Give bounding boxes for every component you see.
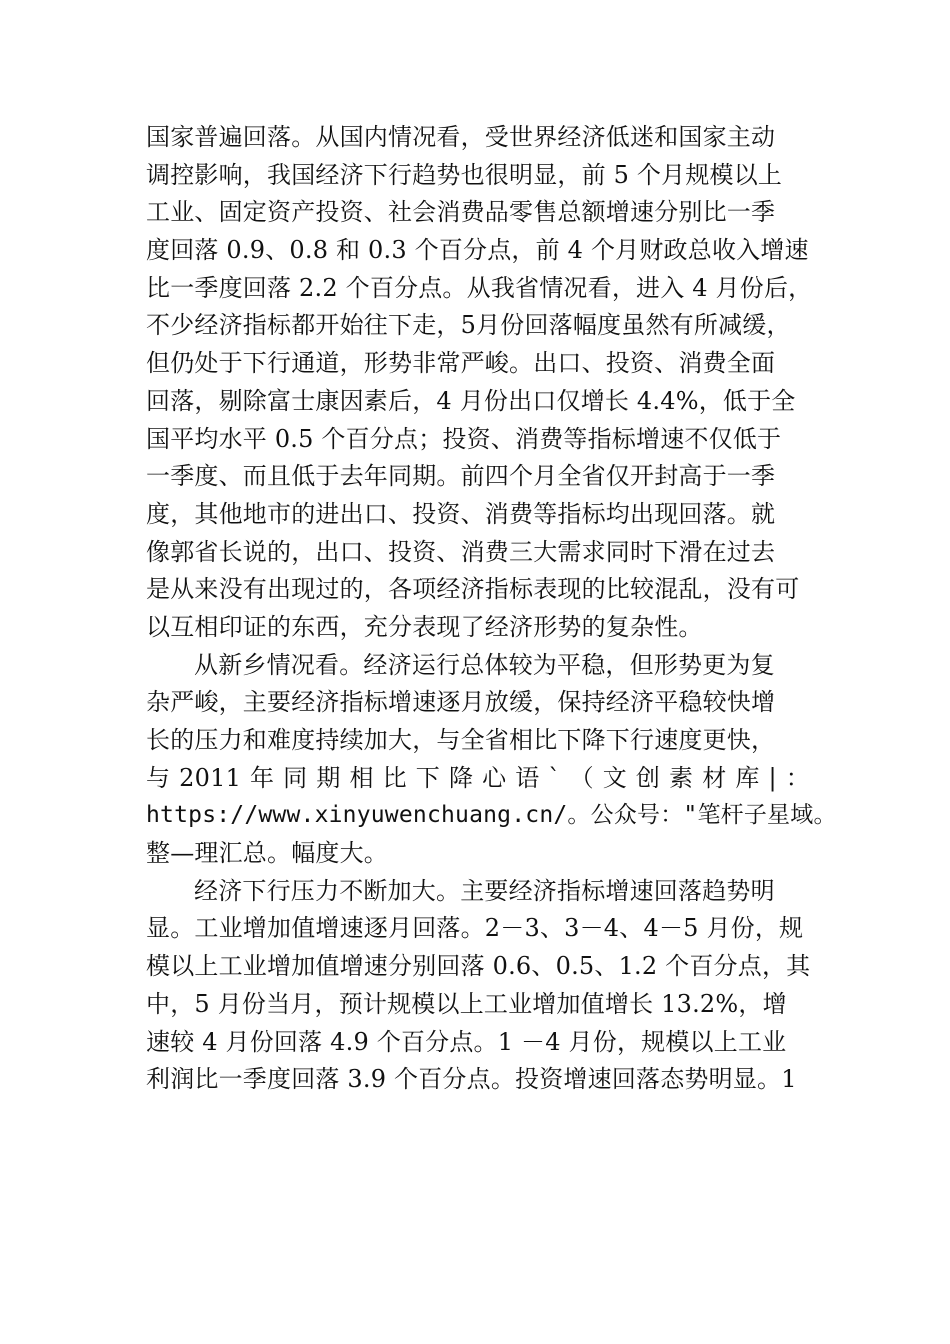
spread-glyph: 2011 (179, 763, 242, 792)
paragraph-2 (146, 647, 837, 873)
text-line: 像郭省长说的，出口、投资、消费三大需求同时下滑在过去 (146, 537, 776, 566)
text-line: 中，5 月份当月，预计规模以上工业增加值增长 13.2%，增 (146, 989, 787, 1018)
text-line: 但仍处于下行通道，形势非常严峻。出口、投资、消费全面 (146, 349, 776, 378)
text-line: 国家普遍回落。从国内情况看，受世界经济低迷和国家主动 (146, 123, 776, 151)
spread-glyph: 降 (448, 763, 474, 792)
spread-glyph: 材 (702, 763, 727, 792)
text-line: 国平均水平 0.5 个百分点；投资、消费等指标增速不仅低于 (146, 424, 782, 453)
paragraph-1 (146, 119, 813, 647)
spread-glyph: 下 (415, 763, 440, 792)
spread-glyph: 比 (382, 763, 407, 792)
spread-text-line (146, 760, 810, 798)
text-line: 杂严峻，主要经济指标增速逐月放缓，保持经济平稳较快增 (146, 688, 776, 717)
spread-glyph: 与 (146, 763, 171, 792)
spread-glyph: | (768, 763, 777, 792)
url-text-line: https://www.xinyuwenchuang.cn/。公众号："笔杆子星域。 (146, 802, 837, 829)
spread-glyph: 文 (602, 763, 627, 792)
spread-glyph: 创 (635, 763, 661, 792)
spread-glyph: ` (548, 763, 561, 792)
spread-glyph: 期 (316, 763, 341, 792)
text-line: 度，其他地市的进出口、投资、消费等指标均出现回落。就 (146, 499, 776, 528)
text-line: 回落，剔除富士康因素后，4 月份出口仅增长 4.4%，低于全 (146, 386, 796, 415)
text-line: 整—理汇总。幅度大。 (146, 839, 388, 868)
spread-glyph: 年 (250, 763, 275, 792)
text-line: 工业、固定资产投资、社会消费品零售总额增速分别比一季 (146, 198, 776, 227)
text-line: 不少经济指标都开始往下走，5月份回落幅度虽然有所减缓， (146, 311, 791, 340)
text-line: 从新乡情况看。经济运行总体较为平稳，但形势更为复 (194, 650, 775, 679)
spread-glyph: 素 (669, 763, 694, 792)
spread-glyph: 相 (349, 763, 374, 792)
text-line: 度回落 0.9、0.8 和 0.3 个百分点，前 4 个月财政总收入增速 (146, 236, 809, 265)
text-line: 是从来没有出现过的，各项经济指标表现的比较混乱，没有可 (146, 575, 800, 604)
text-line: 比一季度回落 2.2 个百分点。从我省情况看，进入 4 月份后， (146, 273, 813, 302)
spread-glyph: 心 (482, 763, 507, 792)
text-line: 调控影响，我国经济下行趋势也很明显，前 5 个月规模以上 (146, 160, 783, 189)
spread-glyph: 库 (735, 763, 760, 792)
document-body (146, 119, 837, 1099)
text-line: 模以上工业增加值增速分别回落 0.6、0.5、1.2 个百分点，其 (146, 952, 811, 981)
spread-glyph: 同 (283, 763, 308, 792)
spread-glyph: 语 (515, 763, 540, 792)
text-line: 经济下行压力不断加大。主要经济指标增速回落趋势明 (194, 876, 775, 905)
spread-glyph: （ (569, 763, 594, 792)
text-line: 一季度、而且低于去年同期。前四个月全省仅开封高于一季 (146, 462, 776, 491)
text-line: 以互相印证的东西，充分表现了经济形势的复杂性。 (146, 612, 703, 641)
text-line: 利润比一季度回落 3.9 个百分点。投资增速回落态势明显。1 (146, 1065, 797, 1094)
text-line: 速较 4 月份回落 4.9 个百分点。1 －4 月份，规模以上工业 (146, 1027, 787, 1056)
text-line: 显。工业增加值增速逐月回落。2－3、3－4、4－5 月份，规 (146, 914, 804, 943)
paragraph-3 (146, 873, 810, 1099)
spread-glyph: ： (785, 763, 810, 792)
text-line: 长的压力和难度持续加大，与全省相比下降下行速度更快， (146, 726, 776, 754)
